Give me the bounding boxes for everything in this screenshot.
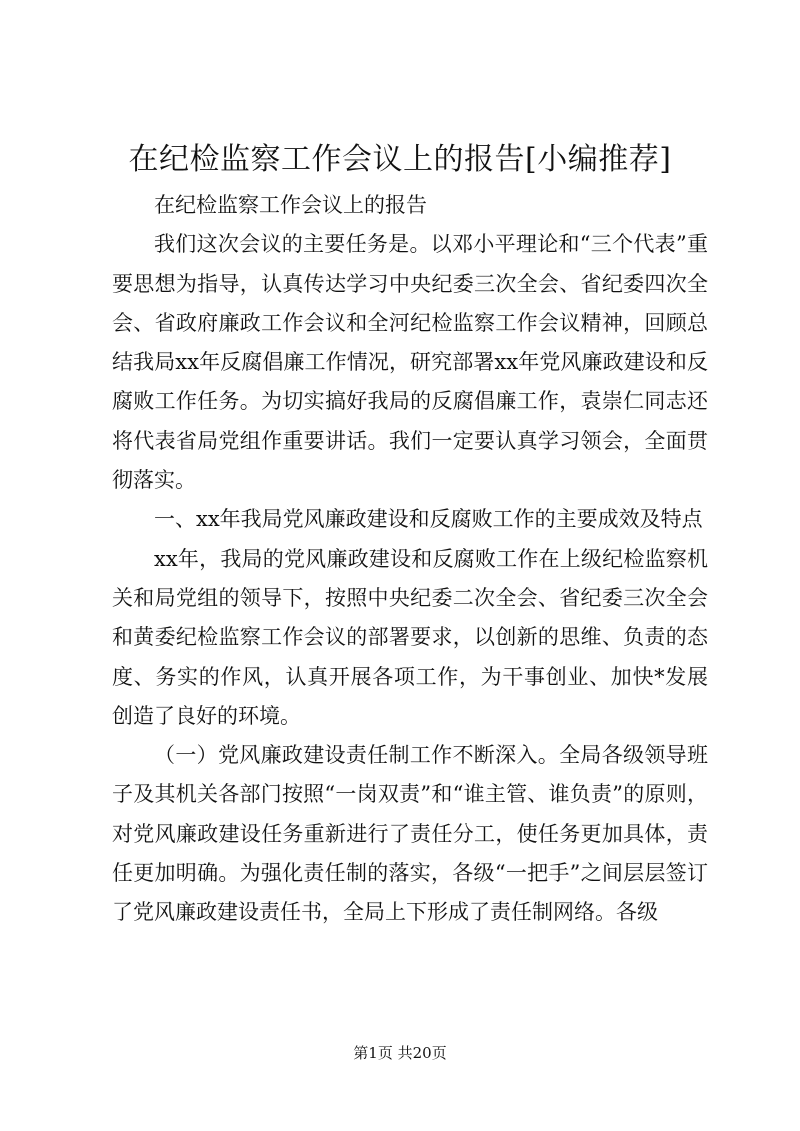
- section-heading: 一、xx年我局党风廉政建设和反腐败工作的主要成效及特点: [154, 507, 703, 532]
- document-title: 在纪检监察工作会议上的报告[小编推荐]: [128, 142, 672, 177]
- page-footer: 第1页 共20页: [353, 1044, 447, 1062]
- intro-paragraph: 我们这次会议的主要任务是。以邓小平理论和“三个代表”重要思想为指导，认真传达学习中央纪委三次全会、省纪委四次全会、省政府廉政工作会议和全河纪检监察工作会议精神，回顾总结我局xx年反腐倡廉工作情况，研究部署xx年党风廉政建设和反腐败工作任务。为切实搞好我局的反腐倡廉工作，袁崇仁同志还将代表省局党组作重要讲话。我们一定要认真学习领会，全面贯彻落实。: [112, 232, 708, 493]
- subsection-paragraph: （一）党风廉政建设责任制工作不断深入。全局各级领导班子及其机关各部门按照“一岗双责”和“谁主管、谁负责”的原则，对党风廉政建设任务重新进行了责任分工，使任务更加具体，责任更加明确。为强化责任制的落实，各级“一把手”之间层层签订了党风廉政建设责任书，全局上下形成了责任制网络。各级: [112, 743, 708, 925]
- subtitle-paragraph: 在纪检监察工作会议上的报告: [154, 193, 427, 217]
- section-paragraph: xx年，我局的党风廉政建设和反腐败工作在上级纪检监察机关和局党组的领导下，按照中央纪委二次全会、省纪委三次全会和黄委纪检监察工作会议的部署要求，以创新的思维、负责的态度、务实的作风，认真开展各项工作，为干事创业、加快*发展创造了良好的环境。: [112, 546, 708, 728]
- document-body: [112, 186, 708, 933]
